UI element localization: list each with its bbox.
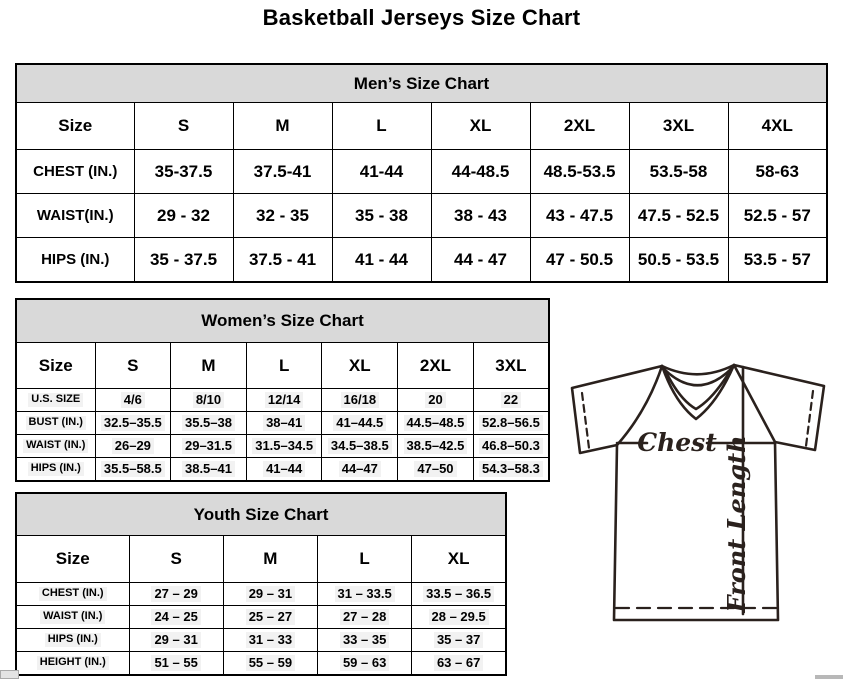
table-cell: 32 - 35 bbox=[233, 194, 332, 238]
table-cell: 58-63 bbox=[728, 150, 827, 194]
cell-text: 33 – 35 bbox=[340, 632, 389, 648]
table-row bbox=[16, 629, 506, 652]
column-header: M bbox=[171, 343, 247, 389]
table-cell bbox=[318, 583, 412, 606]
row-label-text: HEIGHT (IN.) bbox=[37, 656, 109, 670]
cell-text: 41–44 bbox=[263, 461, 305, 477]
table-cell bbox=[171, 412, 247, 435]
table-cell: 35 - 38 bbox=[332, 194, 431, 238]
cell-text: 47–50 bbox=[414, 461, 456, 477]
cell-text: 38.5–41 bbox=[182, 461, 235, 477]
cell-text: 31 – 33.5 bbox=[335, 586, 395, 602]
table-cell bbox=[322, 412, 398, 435]
row-label bbox=[16, 412, 95, 435]
cell-text: 20 bbox=[425, 392, 445, 408]
cell-text: 27 – 28 bbox=[340, 609, 389, 625]
table-row bbox=[16, 64, 827, 103]
table-cell bbox=[95, 412, 171, 435]
cell-text: 44–47 bbox=[339, 461, 381, 477]
table-cell bbox=[473, 412, 549, 435]
column-header: 3XL bbox=[473, 343, 549, 389]
table-row bbox=[16, 389, 549, 412]
table-cell bbox=[412, 652, 506, 676]
table-cell: 35 - 37.5 bbox=[134, 238, 233, 283]
table-header-row bbox=[16, 103, 827, 150]
page-title: Basketball Jerseys Size Chart bbox=[262, 5, 581, 30]
cell-text: 31.5–34.5 bbox=[252, 438, 316, 454]
scrollbar-fragment-left[interactable] bbox=[0, 670, 19, 679]
cell-text: 12/14 bbox=[265, 392, 304, 408]
table-cell bbox=[246, 435, 322, 458]
cell-text: 31 – 33 bbox=[246, 632, 295, 648]
column-header: S bbox=[129, 536, 223, 583]
table-cell: 47.5 - 52.5 bbox=[629, 194, 728, 238]
cell-text: 28 – 29.5 bbox=[429, 609, 489, 625]
table-cell: 37.5 - 41 bbox=[233, 238, 332, 283]
table-cell bbox=[473, 458, 549, 482]
column-header: L bbox=[332, 103, 431, 150]
row-label bbox=[16, 606, 129, 629]
table-cell bbox=[318, 652, 412, 676]
cell-text: 38.5–42.5 bbox=[404, 438, 468, 454]
row-label-text: HIPS (IN.) bbox=[28, 462, 84, 476]
table-cell bbox=[322, 435, 398, 458]
table-cell bbox=[398, 458, 474, 482]
cell-text: 54.3–58.3 bbox=[479, 461, 543, 477]
table-cell bbox=[95, 435, 171, 458]
table-row bbox=[16, 652, 506, 676]
scrollbar-fragment-right[interactable] bbox=[815, 675, 843, 679]
cell-text: 33.5 – 36.5 bbox=[423, 586, 494, 602]
right-armhole-seam bbox=[734, 365, 775, 442]
cell-text: 26–29 bbox=[112, 438, 154, 454]
row-label bbox=[16, 389, 95, 412]
column-header: S bbox=[95, 343, 171, 389]
column-header: Size bbox=[16, 536, 129, 583]
column-header: 3XL bbox=[629, 103, 728, 150]
table-header-row bbox=[16, 343, 549, 389]
row-label-text: HIPS (IN.) bbox=[45, 633, 101, 647]
column-header: Size bbox=[16, 103, 134, 150]
table-row bbox=[16, 412, 549, 435]
table-cell bbox=[318, 606, 412, 629]
table-row bbox=[16, 194, 827, 238]
table-cell: 41-44 bbox=[332, 150, 431, 194]
row-label bbox=[16, 458, 95, 482]
table-cell: 53.5-58 bbox=[629, 150, 728, 194]
table-cell: 50.5 - 53.5 bbox=[629, 238, 728, 283]
column-header: M bbox=[233, 103, 332, 150]
table-cell bbox=[398, 435, 474, 458]
cell-text: 51 – 55 bbox=[151, 655, 200, 671]
column-header: XL bbox=[322, 343, 398, 389]
table-cell bbox=[223, 606, 317, 629]
column-header: 2XL bbox=[398, 343, 474, 389]
row-label bbox=[16, 435, 95, 458]
table-cell bbox=[473, 389, 549, 412]
row-label-text: U.S. SIZE bbox=[28, 393, 83, 407]
table-cell bbox=[129, 583, 223, 606]
cell-text: 24 – 25 bbox=[151, 609, 200, 625]
table-cell: 43 - 47.5 bbox=[530, 194, 629, 238]
cell-text: 44.5–48.5 bbox=[404, 415, 468, 431]
cell-text: 41–44.5 bbox=[333, 415, 386, 431]
row-label bbox=[16, 652, 129, 676]
row-label-text: WAIST (IN.) bbox=[40, 610, 105, 624]
table-row bbox=[16, 299, 549, 343]
table-cell: 41 - 44 bbox=[332, 238, 431, 283]
table-cell bbox=[129, 629, 223, 652]
table-cell bbox=[246, 458, 322, 482]
table-row bbox=[16, 435, 549, 458]
table-row bbox=[16, 493, 506, 536]
table-cell: 44-48.5 bbox=[431, 150, 530, 194]
table-cell bbox=[129, 606, 223, 629]
cell-text: 16/18 bbox=[341, 392, 380, 408]
table-cell: 38 - 43 bbox=[431, 194, 530, 238]
cell-text: 59 – 63 bbox=[340, 655, 389, 671]
table-cell: 37.5-41 bbox=[233, 150, 332, 194]
row-label: CHEST (IN.) bbox=[16, 150, 134, 194]
row-label: HIPS (IN.) bbox=[16, 238, 134, 283]
column-header: XL bbox=[412, 536, 506, 583]
cell-text: 35.5–38 bbox=[182, 415, 235, 431]
table-cell: 29 - 32 bbox=[134, 194, 233, 238]
table-cell bbox=[398, 389, 474, 412]
left-cuff-dashed-line bbox=[582, 393, 589, 448]
table-cell bbox=[95, 458, 171, 482]
cell-text: 38–41 bbox=[263, 415, 305, 431]
womens-size-table bbox=[15, 298, 550, 482]
jersey-diagram bbox=[559, 356, 837, 628]
table-row bbox=[16, 238, 827, 283]
table-cell: 53.5 - 57 bbox=[728, 238, 827, 283]
jersey-outline bbox=[572, 365, 824, 620]
youth-size-table bbox=[15, 492, 507, 676]
table-cell bbox=[223, 652, 317, 676]
table-cell bbox=[223, 583, 317, 606]
table-cell bbox=[246, 389, 322, 412]
table-cell bbox=[171, 435, 247, 458]
column-header: 4XL bbox=[728, 103, 827, 150]
table-cell: 47 - 50.5 bbox=[530, 238, 629, 283]
cell-text: 55 – 59 bbox=[246, 655, 295, 671]
womens-table-title: Women’s Size Chart bbox=[16, 299, 549, 343]
table-row bbox=[16, 606, 506, 629]
right-cuff-dashed-line bbox=[806, 391, 813, 446]
mens-size-table bbox=[15, 63, 828, 283]
cell-text: 63 – 67 bbox=[434, 655, 483, 671]
table-cell bbox=[473, 435, 549, 458]
cell-text: 52.8–56.5 bbox=[479, 415, 543, 431]
column-header: L bbox=[246, 343, 322, 389]
column-header: L bbox=[318, 536, 412, 583]
table-cell: 52.5 - 57 bbox=[728, 194, 827, 238]
table-cell bbox=[171, 389, 247, 412]
row-label-text: WAIST (IN.) bbox=[23, 439, 88, 453]
cell-text: 8/10 bbox=[193, 392, 224, 408]
table-row bbox=[16, 150, 827, 194]
table-cell bbox=[412, 606, 506, 629]
table-cell: 35-37.5 bbox=[134, 150, 233, 194]
row-label bbox=[16, 629, 129, 652]
table-cell bbox=[171, 458, 247, 482]
cell-text: 25 – 27 bbox=[246, 609, 295, 625]
row-label-text: CHEST (IN.) bbox=[39, 587, 107, 601]
table-cell bbox=[398, 412, 474, 435]
table-header-row bbox=[16, 536, 506, 583]
cell-text: 29 – 31 bbox=[246, 586, 295, 602]
chest-measure-label: Chest bbox=[637, 428, 717, 457]
column-header: S bbox=[134, 103, 233, 150]
table-cell bbox=[318, 629, 412, 652]
collar-back-curve-1 bbox=[662, 365, 734, 374]
table-cell bbox=[95, 389, 171, 412]
table-cell bbox=[223, 629, 317, 652]
cell-text: 22 bbox=[501, 392, 521, 408]
front-length-measure-label: Front Length bbox=[722, 435, 751, 613]
table-row bbox=[16, 458, 549, 482]
table-cell bbox=[322, 458, 398, 482]
table-cell bbox=[129, 652, 223, 676]
table-cell bbox=[412, 629, 506, 652]
table-cell bbox=[246, 412, 322, 435]
cell-text: 35 – 37 bbox=[434, 632, 483, 648]
column-header: Size bbox=[16, 343, 95, 389]
column-header: 2XL bbox=[530, 103, 629, 150]
row-label: WAIST(IN.) bbox=[16, 194, 134, 238]
table-cell bbox=[412, 583, 506, 606]
row-label bbox=[16, 583, 129, 606]
youth-table-title: Youth Size Chart bbox=[16, 493, 506, 536]
cell-text: 27 – 29 bbox=[151, 586, 200, 602]
cell-text: 46.8–50.3 bbox=[479, 438, 543, 454]
table-cell: 48.5-53.5 bbox=[530, 150, 629, 194]
cell-text: 35.5–58.5 bbox=[101, 461, 165, 477]
row-label-text: BUST (IN.) bbox=[26, 416, 86, 430]
cell-text: 32.5–35.5 bbox=[101, 415, 165, 431]
cell-text: 29–31.5 bbox=[182, 438, 235, 454]
cell-text: 29 – 31 bbox=[151, 632, 200, 648]
column-header: M bbox=[223, 536, 317, 583]
cell-text: 34.5–38.5 bbox=[328, 438, 392, 454]
cell-text: 4/6 bbox=[121, 392, 145, 408]
column-header: XL bbox=[431, 103, 530, 150]
mens-table-title: Men’s Size Chart bbox=[16, 64, 827, 103]
table-row bbox=[16, 583, 506, 606]
table-cell bbox=[322, 389, 398, 412]
table-cell: 44 - 47 bbox=[431, 238, 530, 283]
